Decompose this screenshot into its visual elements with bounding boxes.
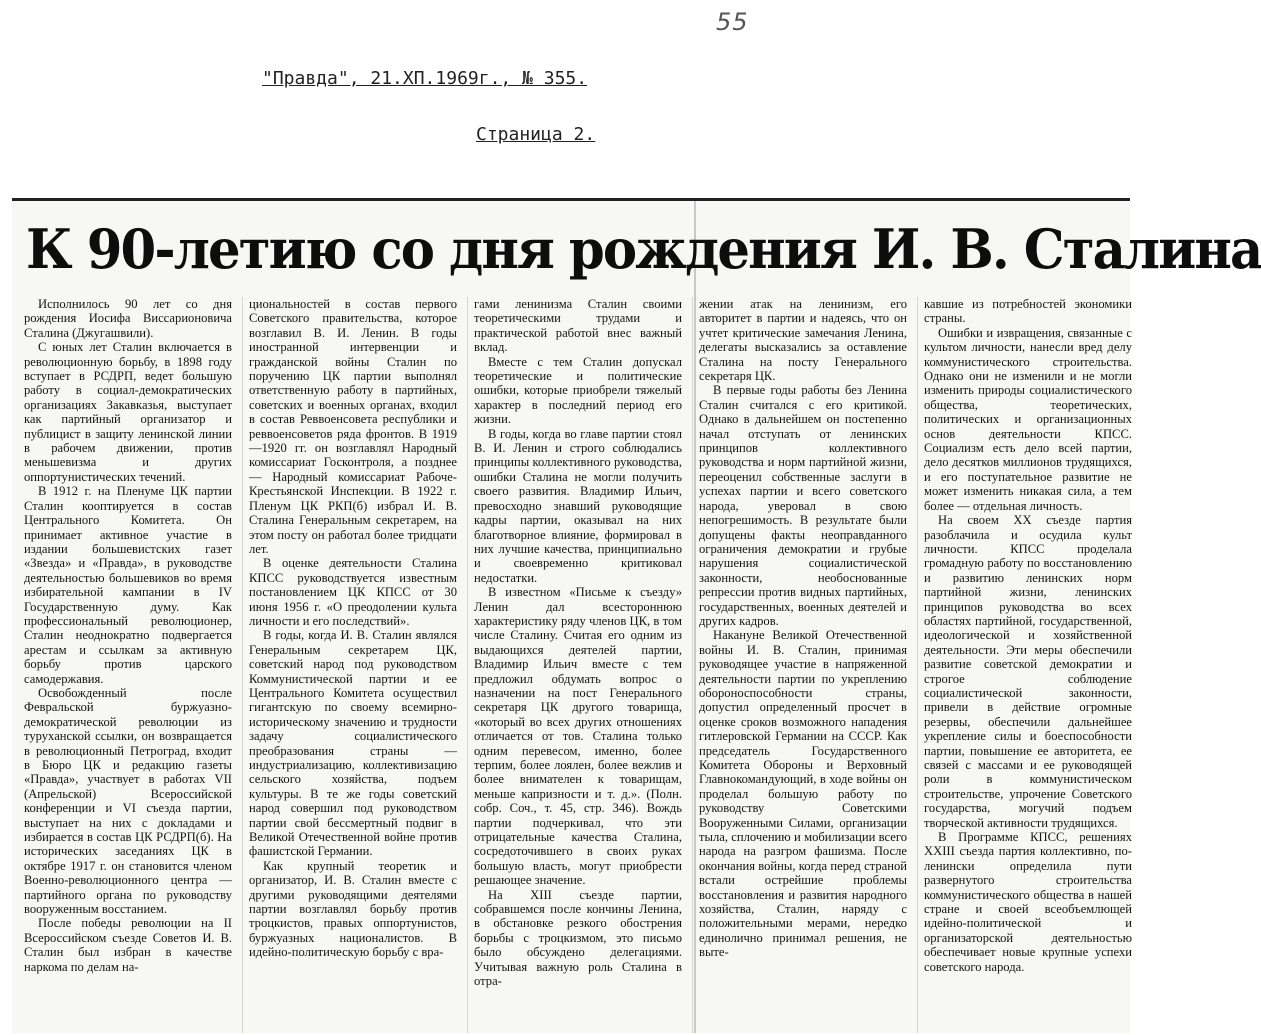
article-paragraph: На своем XX съезде партия разоблачила и осудила культ личности. КПСС проделала громадную работу по восстановлению и развитию ленинских норм партийной жизни, ленинских принципов руководства во всех областях партийной, государственной, идеологической и хозяйственной деятельности. Эти меры обеспечили развитие советской демократии и строгое соблюдение социалистической законности, привели в действие огромные резервы, обеспечили дальнейшее укрепление силы и боеспособности партии, повышение ее авторитета, ее связей с массами и ее руководящей роли в коммунистическом строительстве, упрочение Советского государства, могучий подъем творческой активности трудящихся. <box>924 513 1132 830</box>
source-citation: "Правда", 21.ХП.1969г., № 355. <box>262 68 588 89</box>
article-paragraph: Ошибки и извращения, связанные с культом личности, нанесли вред делу коммунистического строительства. Однако они не изменили и не могли изменить природы социалистического общества, теоретических, политических и организационных основ деятельности КПСС. Социализм есть дело всей партии, дело десятков миллионов трудящихся, и его поступательное развитие не может изменить никакая сила, а тем более — отдельная личность. <box>924 325 1132 513</box>
article-paragraph: В 1912 г. на Пленуме ЦК партии Сталин кооптируется в состав Центрального Комитета. Он принимает активное участие в издании большевистских газет «Звезда» и «Правда», в руководстве деятельностью большевиков во время избирательной кампании в IV Государственную думу. Как профессиональный революционер, Сталин неоднократно подвергается арестам и ссылкам за активную борьбу против царского самодержавия. <box>24 484 232 686</box>
page-label: Страница 2. <box>476 124 596 145</box>
article-paragraph: Накануне Великой Отечественной войны И. В. Сталин, принимая руководящее участие в напряженной деятельности партии по укреплению обороноспособности страны, допустил определенный просчет в оценке сроков возможного нападения гитлеровской Германии на СССР. Как председатель Государственного Комитета Обороны и Верховный Главнокомандующий, в ходе войны он проделал большую работу по руководству Советскими Вооруженными Силами, организации тыла, сплочению и мобилизации всего народа на разгром фашизма. После окончания войны, когда перед страной встали острейшие проблемы восстановления и развития народного хозяйства, Сталин, наряду с положительными мерами, нередко единолично принимал решения, не выте- <box>699 628 907 960</box>
article-paragraph: На XIII съезде партии, собравшемся после кончины Ленина, в обстановке резкого обострения борьбы с троцкизмом, это письмо было обсуждено делегациями. Учитывая важную роль Сталина в отра- <box>474 887 682 989</box>
article-column-3 <box>467 297 682 1033</box>
article-paragraph: гами ленинизма Сталин своими теоретическими трудами и практической работой внес важный вклад. <box>474 297 682 355</box>
article-paragraph: После победы революции на II Всероссийском съезде Советов И. В. Сталин был избран в качестве наркома по делам на- <box>24 916 232 974</box>
article-paragraph: В оценке деятельности Сталина КПСС руководствуется известным постановлением ЦК КПСС от 30 июня 1956 г. «О преодолении культа личности и его последствий». <box>249 556 457 628</box>
article-paragraph: Освобожденный после Февральской буржуазно-демократической революции из туруханской ссылки, он возвращается в революционный Петроград, входит в Бюро ЦК и редакцию газеты «Правда», участвует в работах VII (Апрельской) Всероссийской конференции и VI съезда партии, выступает на них с докладами и избирается в состав ЦК РСДРП(б). На исторических заседаниях ЦК в октябре 1917 г. он становится членом Военно-революционного центра — партийного органа по руководству вооруженным восстанием. <box>24 685 232 917</box>
article-paragraph: В известном «Письме к съезду» Ленин дал всестороннюю характеристику ряду членов ЦК, в том числе Сталину. Считая его одним из выдающихся деятелей партии, Владимир Ильич вместе с тем предложил обдумать вопрос о назначении на пост Генерального секретаря ЦК другого товарища, «который во всех других отношениях отличается от тов. Сталина только одним перевесом, именно, более терпим, более лоялен, более вежлив и более внимателен к товарищам, меньше капризности и т. д.». (Полн. собр. Соч., т. 45, стр. 346). Вождь партии подчеркивал, что эти отрицательные качества Сталина, сосредоточившего в своих руках большую власть, могут приобрести решающее значение. <box>474 585 682 888</box>
article-column-5 <box>917 297 1132 1033</box>
article-paragraph: В первые годы работы без Ленина Сталин считался с его критикой. Однако в дальнейшем он постепенно начал отступать от ленинских принципов коллективного руководства и норм партийной жизни, переоценил собственные заслуги в успехах партии и всего советского народа, уверовал в свою непогрешимость. В результате были допущены факты неоправданного ограничения демократии и грубые нарушения социалистической законности, необоснованные репрессии против видных партийных, государственных, военных деятелей и других кадров. <box>699 383 907 628</box>
article-paragraph: В годы, когда И. В. Сталин являлся Генеральным секретарем ЦК, советский народ под руководством Коммунистической партии и ее Центрального Комитета осуществил гигантскую по своему всемирно-историческому значению и трудности задачу социалистического преобразования страны — индустриализацию, коллективизацию сельского хозяйства, подъем культуры. В те же годы советский народ совершил под руководством партии свой бессмертный подвиг в Великой Отечественной войне против фашистской Германии. <box>249 628 457 859</box>
article-paragraph: Как крупный теоретик и организатор, И. В. Сталин вместе с другими руководящими деятелями партии возглавлял борьбу против троцкистов, правых оппортунистов, буржуазных националистов. В идейно-политическую борьбу с вра- <box>249 858 457 960</box>
article-paragraph: Исполнилось 90 лет со дня рождения Иосифа Виссарионовича Сталина (Джугашвили). <box>24 297 232 340</box>
article-headline: К 90-летию со дня рождения И. В. Сталина <box>26 217 1261 281</box>
article-column-2 <box>242 297 457 1033</box>
article-paragraph: В Программе КПСС, решениях XXIII съезда партия коллективно, по-ленински определила пути развернутого строительства коммунистического общества в нашей стране и своей всеобъемлющей идейно-политической и организаторской деятельностью обеспечивает новые крупные успехи советского народа. <box>924 830 1132 974</box>
article-paragraph: С юных лет Сталин включается в революционную борьбу, в 1898 году вступает в РСДРП, ведет большую работу в социал-демократических организациях Закавказья, выступает как партийный организатор и публицист в защиту ленинской линии в рабочем движении, против меньшевизма и других оппортунистических течений. <box>24 340 232 484</box>
article-columns <box>24 297 1132 1033</box>
article-paragraph: циональностей в состав первого Советского правительства, которое возглавил В. И. Ленин. В годы иностранной интервенции и гражданской войны Сталин по поручению ЦК партии выполнял ответственную работу в партийных, советских и военных органах, входил в состав Реввоенсовета республики и реввоенсоветов ряда фронтов. В 1919—1920 гг. он возглавлял Народный комиссариат Госконтроля, а позднее — Народный комиссариат Рабоче-Крестьянской Инспекции. В 1922 г. Пленум ЦК РКП(б) избрал И. В. Сталина Генеральным секретарем, на этом посту он работал более тридцати лет. <box>249 297 457 556</box>
article-paragraph: жении атак на ленинизм, его авторитет в партии и надеясь, что он учтет критические замечания Ленина, делегаты высказались за оставление Сталина на посту Генерального секретаря ЦК. <box>699 297 907 384</box>
article-paragraph: Вместе с тем Сталин допускал теоретические и политические ошибки, которые приобрели тяжелый характер в последний период его жизни. <box>474 354 682 427</box>
article-paragraph: кавшие из потребностей экономики страны. <box>924 297 1132 326</box>
article-column-4 <box>692 297 907 1033</box>
article-column-1 <box>24 297 232 1033</box>
article-paragraph: В годы, когда во главе партии стоял В. И. Ленин и строго соблюдались принципы коллективного руководства, ошибки Сталина не могли получить своего развития. Владимир Ильич, превосходно знавший руководящие кадры партии, оказывал на них благотворное влияние, формировал в них лучшие качества, принципиально и своевременно критиковал недостатки. <box>474 426 682 585</box>
newspaper-clipping <box>12 198 1261 1033</box>
archive-page-number: 55 <box>716 8 749 36</box>
